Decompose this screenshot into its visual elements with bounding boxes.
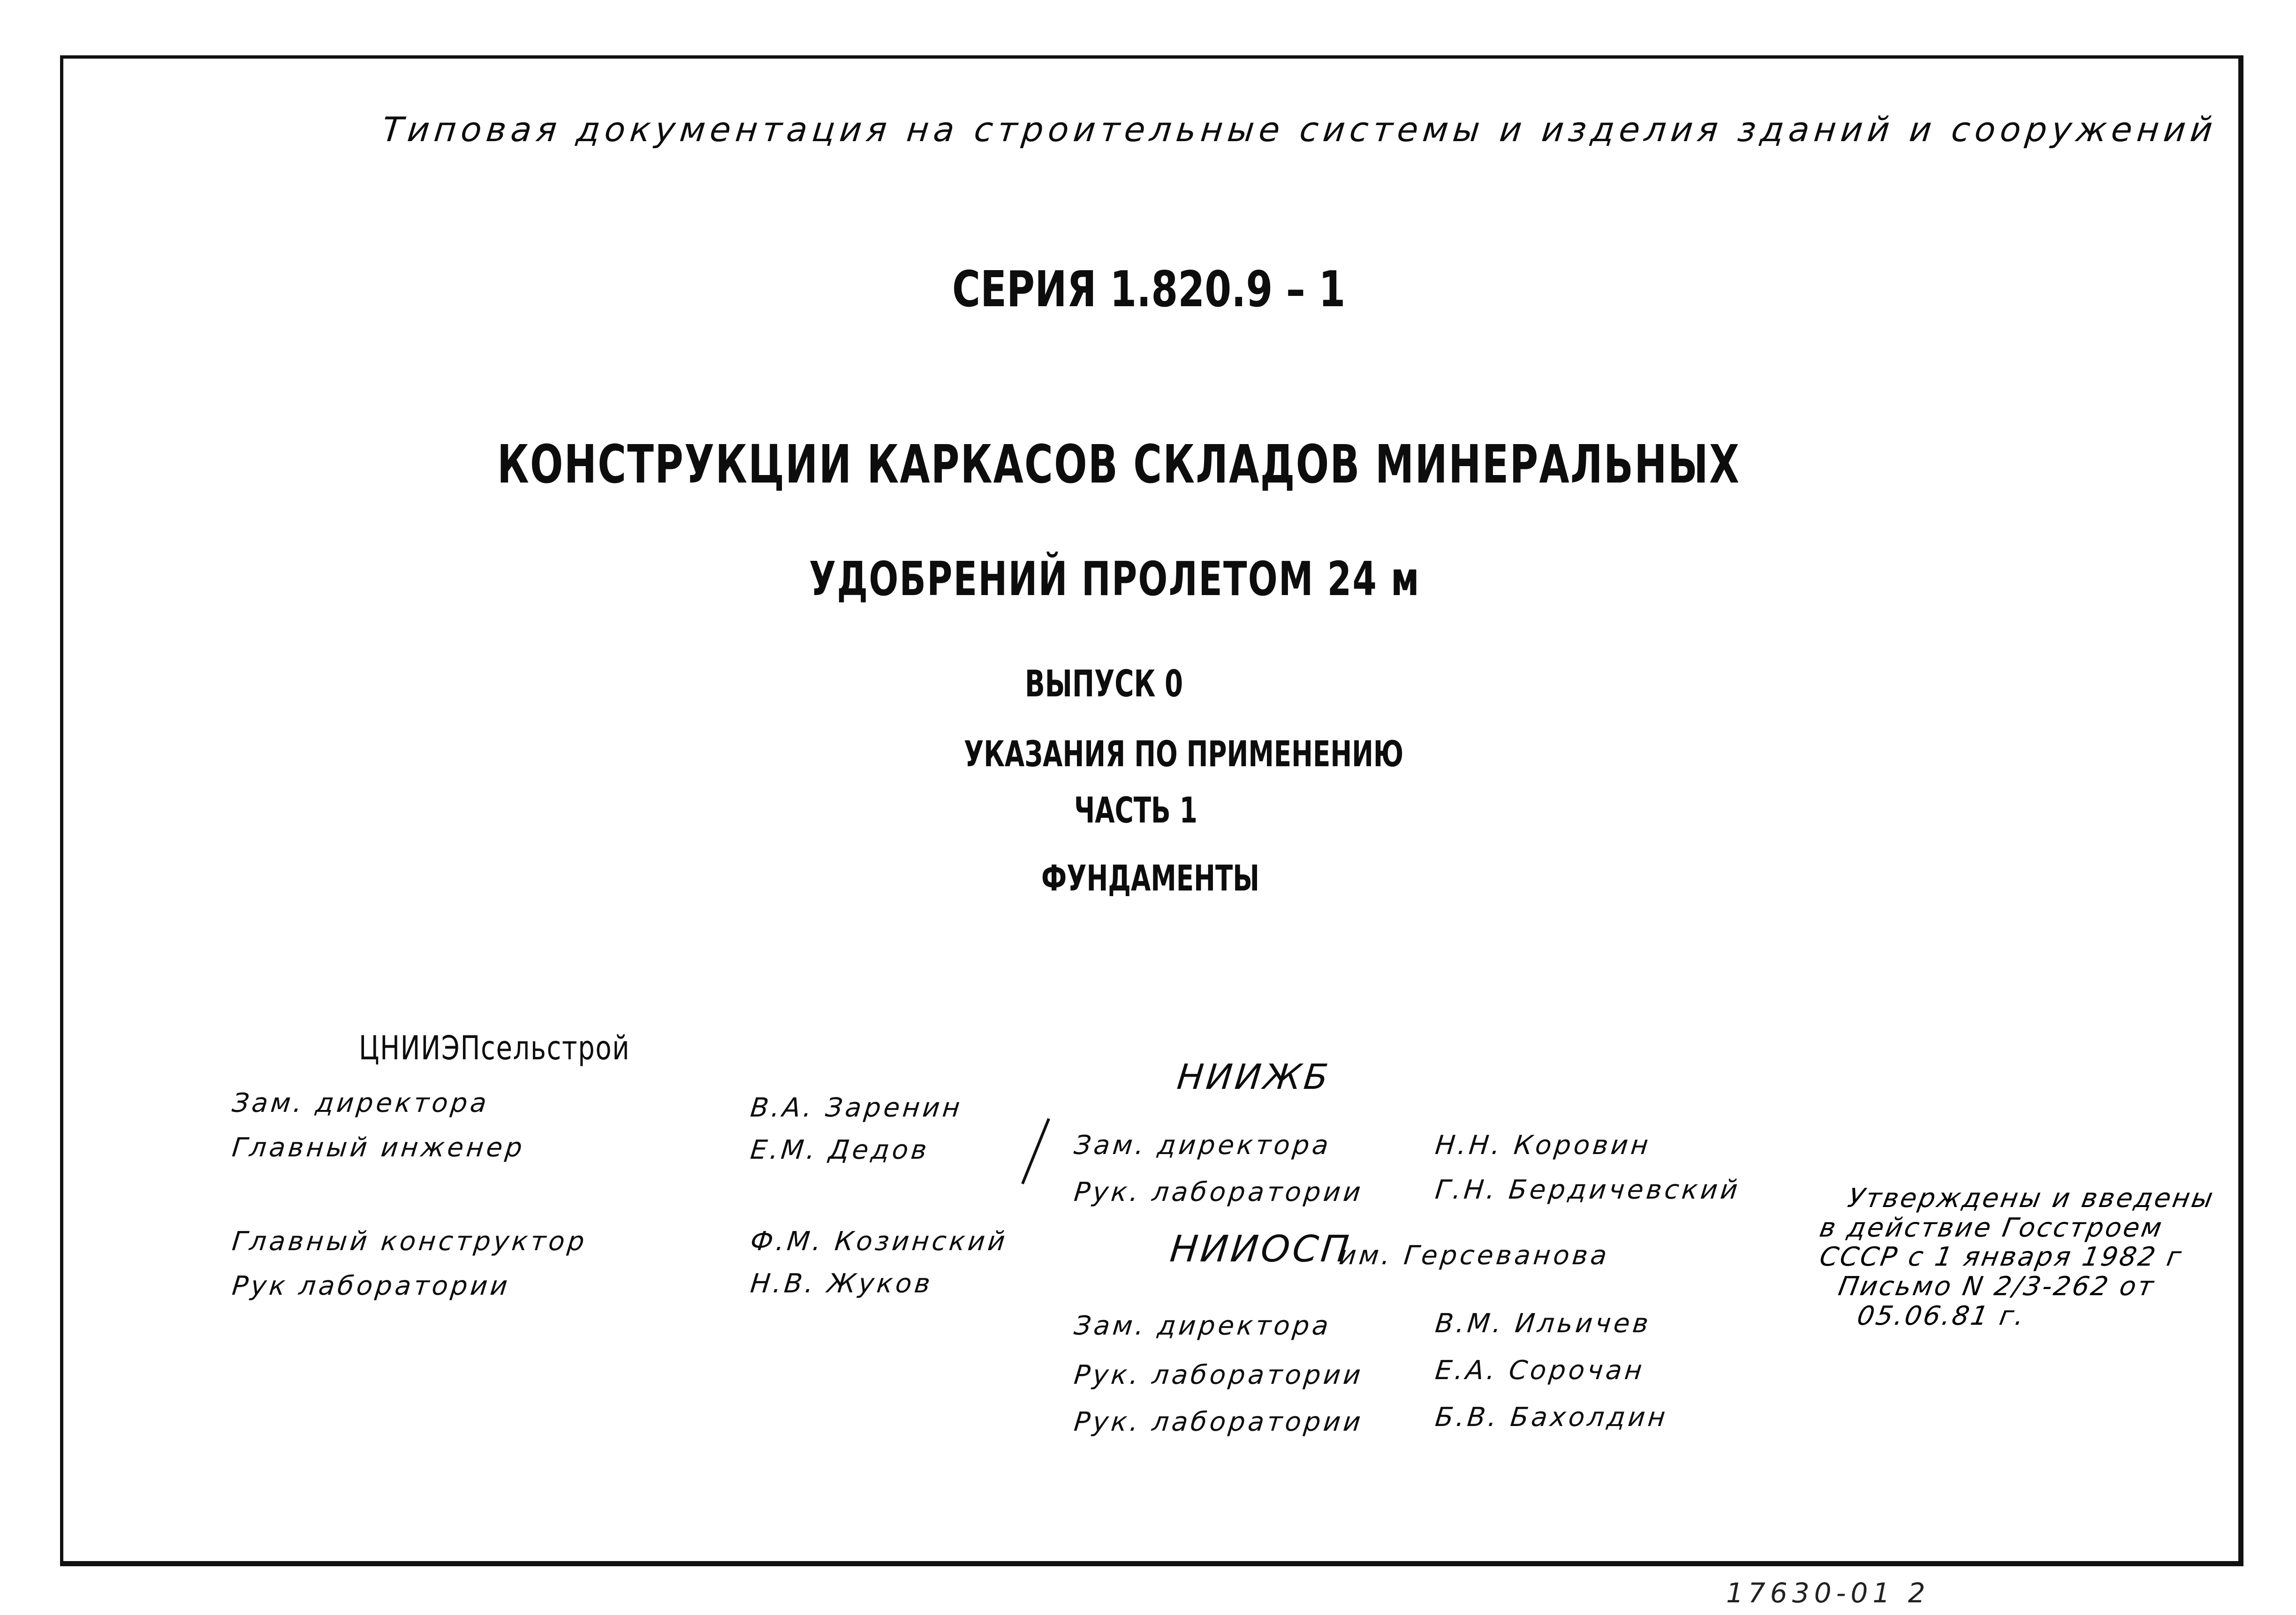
part-label: ЧАСТЬ 1 [1074,789,1197,831]
org3-role-3: Рук. лаборатории [1072,1407,1365,1437]
org1-role-4: Рук лаборатории [230,1271,512,1301]
org3-name: НИИОСП [1168,1228,1354,1270]
org1-name-3: Ф.М. Козинский [749,1226,1009,1257]
org1-role-3: Главный конструктор [230,1226,589,1257]
instructions-label: УКАЗАНИЯ ПО ПРИМЕНЕНИЮ [964,733,1404,775]
document-number: 17630-01 2 [1726,1577,1930,1609]
org2-role-2: Рук. лаборатории [1072,1177,1365,1207]
approval-note [1817,1183,2217,1331]
title-line-1: КОНСТРУКЦИИ КАРКАСОВ СКЛАДОВ МИНЕРАЛЬНЫХ [497,434,1741,495]
org2-role-1: Зам. директора [1072,1130,1333,1161]
org1-name-1: В.А. Заренин [749,1093,964,1123]
approval-line-1: Утверждены и введены [1845,1183,2217,1214]
document-header: Типовая документация на строительные системы и изделия зданий и сооружений [380,110,2220,149]
approval-line-5: 05.06.81 г. [1855,1300,2029,1331]
org3-role-2: Рук. лаборатории [1072,1360,1365,1390]
issue-label: ВЫПУСК 0 [1025,663,1183,705]
org1-name: ЦНИИЭПсельстрой [359,1029,630,1067]
subject-label: ФУНДАМЕНТЫ [1041,857,1259,899]
org3-suffix: им. Герсеванова [1337,1240,1611,1271]
org1-role-2: Главный инженер [230,1132,527,1163]
org2-name: НИИЖБ [1175,1057,1333,1097]
org3-name-3: Б.В. Бахолдин [1433,1402,1670,1433]
org3-name-2: Е.А. Сорочан [1433,1355,1646,1386]
org3-role-1: Зам. директора [1072,1311,1333,1341]
org2-name-2: Г.Н. Бердичевский [1433,1175,1742,1205]
org3-name-1: В.М. Ильичев [1433,1308,1653,1339]
org1-name-2: Е.М. Дедов [749,1135,931,1165]
approval-line-3: СССР с 1 января 1982 г [1817,1242,2186,1273]
approval-line-2: в действие Госстроем [1817,1212,2166,1243]
org2-name-1: Н.Н. Коровин [1433,1130,1652,1161]
series-title: СЕРИЯ 1.820.9 – 1 [952,261,1346,318]
title-line-2: УДОБРЕНИЙ ПРОЛЕТОМ 24 м [809,551,1420,606]
approval-line-4: Письмо N 2/3-262 от [1836,1271,2158,1302]
org1-name-4: Н.В. Жуков [749,1268,934,1299]
org1-role-1: Зам. директора [230,1088,491,1118]
